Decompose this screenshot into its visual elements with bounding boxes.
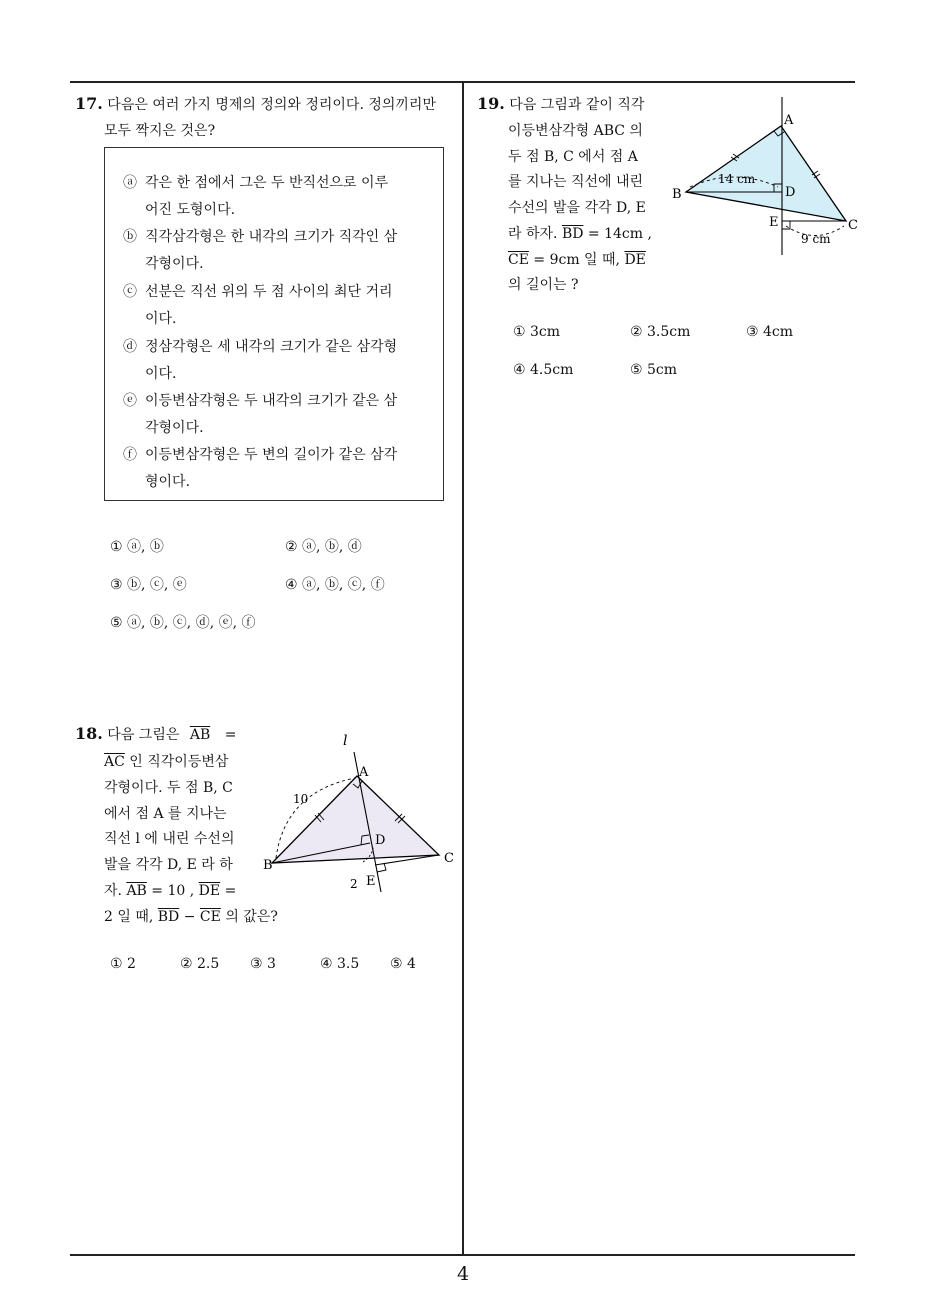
statement-mark: ⓔ — [123, 393, 137, 409]
segment-ab: $\overline{AB}$ — [126, 883, 147, 899]
q18-choice-3[interactable]: ③ 3 — [250, 956, 276, 972]
q19-choice-1[interactable]: ① 3cm — [513, 324, 561, 340]
statement-d — [123, 334, 433, 388]
segment-ac: $\overline{AC}$ — [104, 754, 125, 770]
q18-line-6: 발을 각각 D, E 라 하 — [104, 857, 233, 873]
q18-line-2 — [104, 751, 228, 771]
q18-line-8 — [104, 906, 278, 926]
q19-text: 다음 그림과 같이 직각 — [509, 97, 645, 113]
statement-text-cont: 각형이다. — [145, 256, 204, 272]
label-c: C — [444, 851, 454, 866]
label-d: D — [375, 833, 386, 848]
q18-line-7 — [104, 880, 236, 900]
q18-text: = — [224, 883, 237, 899]
statement-c — [123, 279, 433, 333]
column-divider — [462, 82, 464, 1255]
q17-line-1 — [75, 94, 436, 114]
q18-text: 2 일 때, — [104, 909, 154, 925]
statement-mark: ⓕ — [123, 447, 137, 463]
q18-choice-4[interactable]: ④ 3.5 — [320, 956, 360, 972]
label-e: E — [769, 215, 779, 230]
statement-text-cont: 어진 도형이다. — [145, 202, 236, 218]
q18-text: = — [224, 727, 237, 743]
statement-mark: ⓑ — [123, 229, 137, 245]
q19-line-5: 수선의 발을 각각 D, E — [508, 200, 646, 216]
statement-a — [123, 170, 433, 224]
bottom-rule — [70, 1254, 855, 1256]
q19-line-1 — [477, 94, 644, 114]
q17-choice-4[interactable]: ④ ⓐ, ⓑ, ⓒ, ⓕ — [285, 577, 385, 593]
q18-line-3: 각형이다. 두 점 B, C — [104, 780, 233, 796]
q18-line-4: 에서 점 A 를 지나는 — [104, 806, 227, 822]
q17-choice-5[interactable]: ⑤ ⓐ, ⓑ, ⓒ, ⓓ, ⓔ, ⓕ — [110, 615, 256, 631]
segment-ce: $\overline{CE}$ — [199, 909, 221, 925]
q17-number: 17. — [75, 94, 103, 113]
q19-choice-3[interactable]: ③ 4cm — [746, 324, 794, 340]
q18-text: 다음 그림은 — [107, 727, 180, 743]
q18-text: − — [183, 909, 196, 925]
label-length-ce: 9 cm — [801, 232, 831, 246]
q18-number: 18. — [75, 724, 103, 743]
page-number: 4 — [456, 1263, 470, 1285]
q19-text: 라 하자. — [508, 226, 558, 242]
statement-text-cont: 이다. — [145, 311, 177, 327]
q17-stem-2: 모두 짝지은 것은? — [104, 123, 216, 139]
statement-f — [123, 442, 433, 496]
statement-text: 각은 한 점에서 그은 두 반직선으로 이루 — [145, 175, 389, 191]
q19-choice-4[interactable]: ④ 4.5cm — [513, 362, 574, 378]
q18-line-5: 직선 l 에 내린 수선의 — [104, 831, 235, 847]
q18-text: 인 직각이등변삼 — [129, 754, 229, 770]
triangle-abc — [272, 776, 439, 863]
label-a: A — [784, 113, 794, 128]
statement-text: 이등변삼각형은 두 변의 길이가 같은 삼각 — [145, 447, 398, 463]
q18-figure — [255, 722, 465, 900]
q19-text: = 9cm 일 때, — [533, 252, 620, 268]
q19-line-3: 두 점 B, C 에서 점 A — [508, 149, 638, 165]
statement-b — [123, 224, 433, 278]
q17-choice-1[interactable]: ① ⓐ, ⓑ — [110, 539, 164, 555]
q19-line-7 — [508, 249, 646, 269]
q19-line-6 — [508, 223, 652, 243]
q19-number: 19. — [477, 94, 505, 113]
q18-text: 의 값은? — [225, 909, 278, 925]
q18-choice-1[interactable]: ① 2 — [110, 956, 136, 972]
label-length-ab: 10 — [293, 792, 309, 806]
q19-figure — [668, 95, 863, 260]
q18-text: = 10 , — [151, 883, 195, 899]
statement-text: 선분은 직선 위의 두 점 사이의 최단 거리 — [145, 284, 393, 300]
segment-ab: $\overline{AB}$ — [189, 727, 211, 743]
statement-text-cont: 이다. — [145, 366, 177, 382]
label-b: B — [672, 187, 682, 202]
statement-e — [123, 388, 433, 442]
q19-line-4: 를 지나는 직선에 내린 — [508, 174, 644, 190]
statements-box — [104, 147, 444, 501]
q17-choice-3[interactable]: ③ ⓑ, ⓒ, ⓔ — [110, 577, 187, 593]
right-angle-e — [782, 221, 790, 229]
statement-mark: ⓐ — [123, 175, 137, 191]
label-length-bd: 14 cm — [718, 172, 756, 186]
segment-de: $\overline{DE}$ — [198, 883, 221, 899]
q19-text: = 14cm , — [587, 226, 652, 242]
statement-text-cont: 각형이다. — [145, 420, 204, 436]
statement-text: 정삼각형은 세 내각의 크기가 같은 삼각형 — [145, 339, 398, 355]
q18-choice-2[interactable]: ② 2.5 — [180, 956, 220, 972]
statement-mark: ⓓ — [123, 339, 137, 355]
q18-choice-5[interactable]: ⑤ 4 — [390, 956, 416, 972]
label-b: B — [263, 858, 273, 873]
q19-line-2: 이등변삼각형 ABC 의 — [508, 123, 643, 139]
q17-stem-1: 다음은 여러 가지 명제의 정의와 정리이다. 정의끼리만 — [107, 97, 436, 113]
segment-ce: $\overline{CE}$ — [508, 252, 529, 268]
q18-text: 자. — [104, 883, 122, 899]
label-line-l: l — [343, 733, 348, 749]
q18-line-1 — [75, 724, 236, 744]
label-e: E — [366, 874, 376, 889]
label-length-de: 2 — [350, 877, 358, 891]
q19-choice-5[interactable]: ⑤ 5cm — [630, 362, 678, 378]
q19-line-8: 의 길이는 ? — [508, 277, 579, 293]
segment-bd: $\overline{BD}$ — [157, 909, 180, 925]
label-d: D — [785, 185, 796, 200]
triangle-abc — [686, 126, 846, 221]
label-a: A — [359, 765, 369, 780]
statement-text-cont: 형이다. — [145, 474, 191, 490]
segment-bd: $\overline{BD}$ — [561, 226, 584, 242]
label-c: C — [848, 218, 858, 233]
statement-text: 이등변삼각형은 두 내각의 크기가 같은 삼 — [145, 393, 398, 409]
statement-mark: ⓒ — [123, 284, 137, 300]
segment-de: $\overline{DE}$ — [624, 252, 646, 268]
q19-choice-2[interactable]: ② 3.5cm — [630, 324, 691, 340]
statement-text: 직각삼각형은 한 내각의 크기가 직각인 삼 — [145, 229, 398, 245]
q17-choice-2[interactable]: ② ⓐ, ⓑ, ⓓ — [285, 539, 362, 555]
